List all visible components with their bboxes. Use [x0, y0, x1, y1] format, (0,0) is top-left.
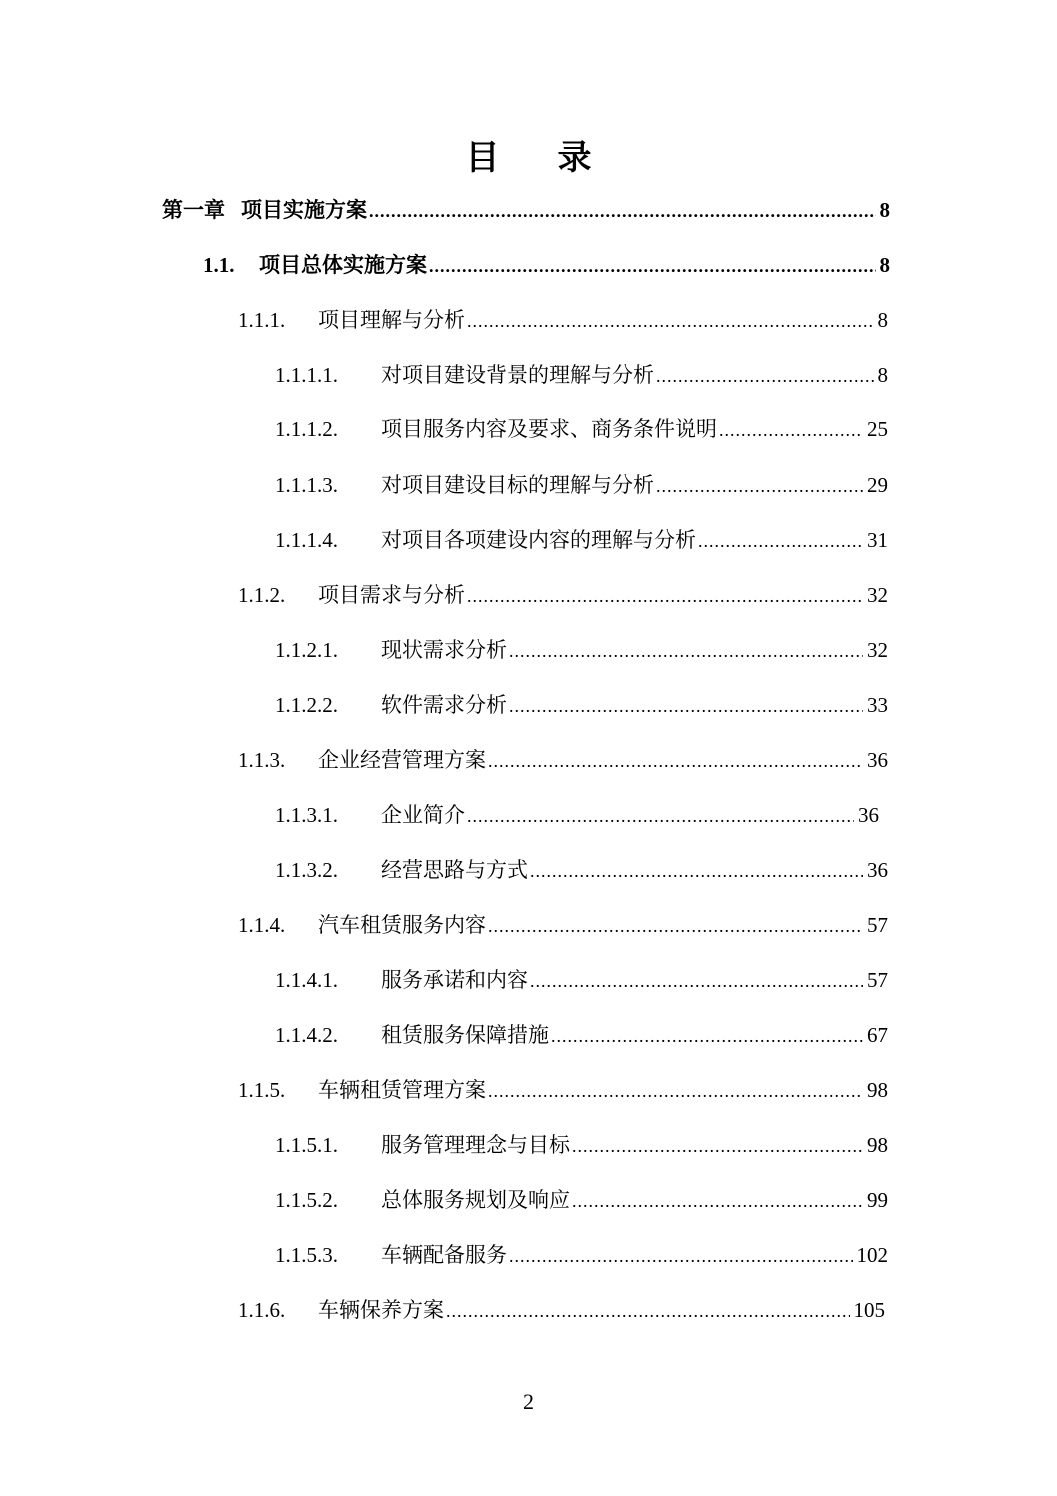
toc-entry-page: 36 — [867, 748, 888, 772]
toc-entry-number: 1.1.1.4. — [275, 528, 338, 552]
toc-entry-number: 1.1.3. — [238, 748, 286, 772]
toc-entry-number: 1.1.3.2. — [275, 858, 338, 882]
toc-entry-text: 项目需求与分析 — [318, 583, 465, 607]
toc-entry-1-1-1[interactable] — [238, 304, 888, 344]
toc-entry-number: 1.1.4. — [238, 913, 286, 937]
toc-entry-number: 1.1.4.2. — [275, 1023, 338, 1047]
toc-entry-page: 31 — [867, 528, 888, 552]
toc-entry-number: 1.1.5.2. — [275, 1188, 338, 1212]
toc-leader-dots — [467, 311, 874, 332]
toc-leader-dots — [488, 1081, 863, 1102]
toc-entry-page: 67 — [867, 1023, 888, 1047]
toc-entry-page: 105 — [853, 1298, 885, 1322]
toc-leader-dots — [572, 1136, 863, 1157]
toc-entry-1-1-6[interactable] — [238, 1294, 885, 1334]
toc-entry-page: 102 — [856, 1243, 888, 1267]
toc-entry-page: 99 — [867, 1188, 888, 1212]
toc-leader-dots — [369, 201, 876, 222]
toc-leader-dots — [488, 751, 863, 772]
toc-entry-number: 1.1.5. — [238, 1078, 286, 1102]
toc-entry-text: 汽车租赁服务内容 — [318, 913, 486, 937]
toc-entry-number: 1.1.2.1. — [275, 638, 338, 662]
toc-leader-dots — [509, 1246, 853, 1267]
toc-leader-dots — [530, 861, 863, 882]
toc-entry-text: 服务承诺和内容 — [381, 968, 528, 992]
toc-entry-page: 25 — [867, 417, 888, 441]
toc-entry-text: 租赁服务保障措施 — [381, 1023, 549, 1047]
toc-entry-1-1-1-1[interactable] — [275, 359, 888, 399]
toc-leader-dots — [467, 586, 863, 607]
toc-entry-text: 项目服务内容及要求、商务条件说明 — [381, 417, 717, 441]
toc-entry-text: 项目总体实施方案 — [259, 253, 427, 277]
toc-entry-number: 1.1.4.1. — [275, 968, 338, 992]
toc-entry-page: 36 — [867, 858, 888, 882]
toc-entry-number: 1.1.1.3. — [275, 473, 338, 497]
toc-entry-number: 1.1.1.1. — [275, 363, 338, 387]
toc-entry-1-1-3-1[interactable] — [275, 799, 879, 839]
toc-entry-text: 对项目建设背景的理解与分析 — [381, 363, 654, 387]
toc-leader-dots — [572, 1191, 863, 1212]
toc-entry-1-1-2-1[interactable] — [275, 634, 888, 674]
toc-entry-page: 8 — [877, 308, 888, 332]
toc-entry-page: 33 — [867, 693, 888, 717]
toc-entry-number: 1.1.1.2. — [275, 417, 338, 441]
toc-entry-text: 总体服务规划及响应 — [381, 1188, 570, 1212]
toc-entry-text: 车辆保养方案 — [318, 1298, 444, 1322]
toc-leader-dots — [719, 420, 863, 441]
toc-entry-page: 57 — [867, 968, 888, 992]
toc-entry-1-1[interactable] — [203, 249, 890, 289]
toc-entry-1-1-1-2[interactable] — [275, 413, 888, 453]
toc-leader-dots — [530, 971, 863, 992]
toc-entry-1-1-4[interactable] — [238, 909, 888, 949]
toc-entry-1-1-1-4[interactable] — [275, 524, 888, 564]
toc-entry-1-1-5-2[interactable] — [275, 1184, 888, 1224]
toc-entry-text: 车辆配备服务 — [381, 1243, 507, 1267]
toc-entry-page: 29 — [867, 473, 888, 497]
toc-entry-number: 1.1.2.2. — [275, 693, 338, 717]
toc-leader-dots — [467, 806, 854, 827]
toc-entry-1-1-4-1[interactable] — [275, 964, 888, 1004]
toc-entry-1-1-2-2[interactable] — [275, 689, 888, 729]
toc-entry-1-1-2[interactable] — [238, 579, 888, 619]
page-number: 2 — [523, 1389, 534, 1414]
toc-entry-text: 经营思路与方式 — [381, 858, 528, 882]
toc-entry-number: 第一章 — [162, 198, 225, 222]
toc-leader-dots — [551, 1026, 863, 1047]
toc-leader-dots — [656, 476, 863, 497]
toc-entry-text: 项目实施方案 — [241, 198, 367, 222]
toc-entry-text: 现状需求分析 — [381, 638, 507, 662]
toc-entry-text: 服务管理理念与目标 — [381, 1133, 570, 1157]
toc-entry-page: 8 — [879, 253, 890, 277]
toc-entry-page: 98 — [867, 1078, 888, 1102]
toc-entry-text: 对项目各项建设内容的理解与分析 — [381, 528, 696, 552]
toc-entry-1-1-5-3[interactable] — [275, 1239, 888, 1279]
toc-entry-page: 36 — [858, 803, 879, 827]
toc-entry-page: 32 — [867, 638, 888, 662]
toc-entry-1-1-3-2[interactable] — [275, 854, 888, 894]
toc-entry-text: 企业经营管理方案 — [318, 748, 486, 772]
toc-entry-number: 1.1.1. — [238, 308, 286, 332]
toc-leader-dots — [429, 256, 876, 277]
toc-leader-dots — [509, 641, 863, 662]
toc-entry-number: 1.1.2. — [238, 583, 286, 607]
toc-entry-number: 1.1.3.1. — [275, 803, 338, 827]
toc-entry-1-1-5[interactable] — [238, 1074, 888, 1114]
toc-entry-1-1-1-3[interactable] — [275, 469, 888, 509]
toc-entry-text: 车辆租赁管理方案 — [318, 1078, 486, 1102]
toc-entry-number: 1.1.5.3. — [275, 1243, 338, 1267]
toc-title: 目录 — [465, 138, 650, 178]
toc-entry-1-1-5-1[interactable] — [275, 1129, 888, 1169]
toc-leader-dots — [509, 696, 863, 717]
toc-entry-1-1-3[interactable] — [238, 744, 888, 784]
toc-leader-dots — [446, 1301, 850, 1322]
toc-leader-dots — [656, 366, 874, 387]
toc-entry-page: 98 — [867, 1133, 888, 1157]
toc-entry-number: 1.1. — [203, 253, 235, 277]
toc-leader-dots — [488, 916, 863, 937]
toc-entry-page: 8 — [877, 363, 888, 387]
toc-entry-1-1-4-2[interactable] — [275, 1019, 888, 1059]
toc-entry-number: 1.1.6. — [238, 1298, 286, 1322]
toc-entry-number: 1.1.5.1. — [275, 1133, 338, 1157]
toc-entry-page: 32 — [867, 583, 888, 607]
toc-entry-text: 企业简介 — [381, 803, 465, 827]
toc-entry-text: 项目理解与分析 — [318, 308, 465, 332]
toc-entry-chapter-1[interactable] — [162, 194, 890, 234]
toc-leader-dots — [698, 531, 863, 552]
toc-entry-page: 57 — [867, 913, 888, 937]
toc-entry-text: 软件需求分析 — [381, 693, 507, 717]
toc-entry-text: 对项目建设目标的理解与分析 — [381, 473, 654, 497]
toc-entry-page: 8 — [879, 198, 890, 222]
